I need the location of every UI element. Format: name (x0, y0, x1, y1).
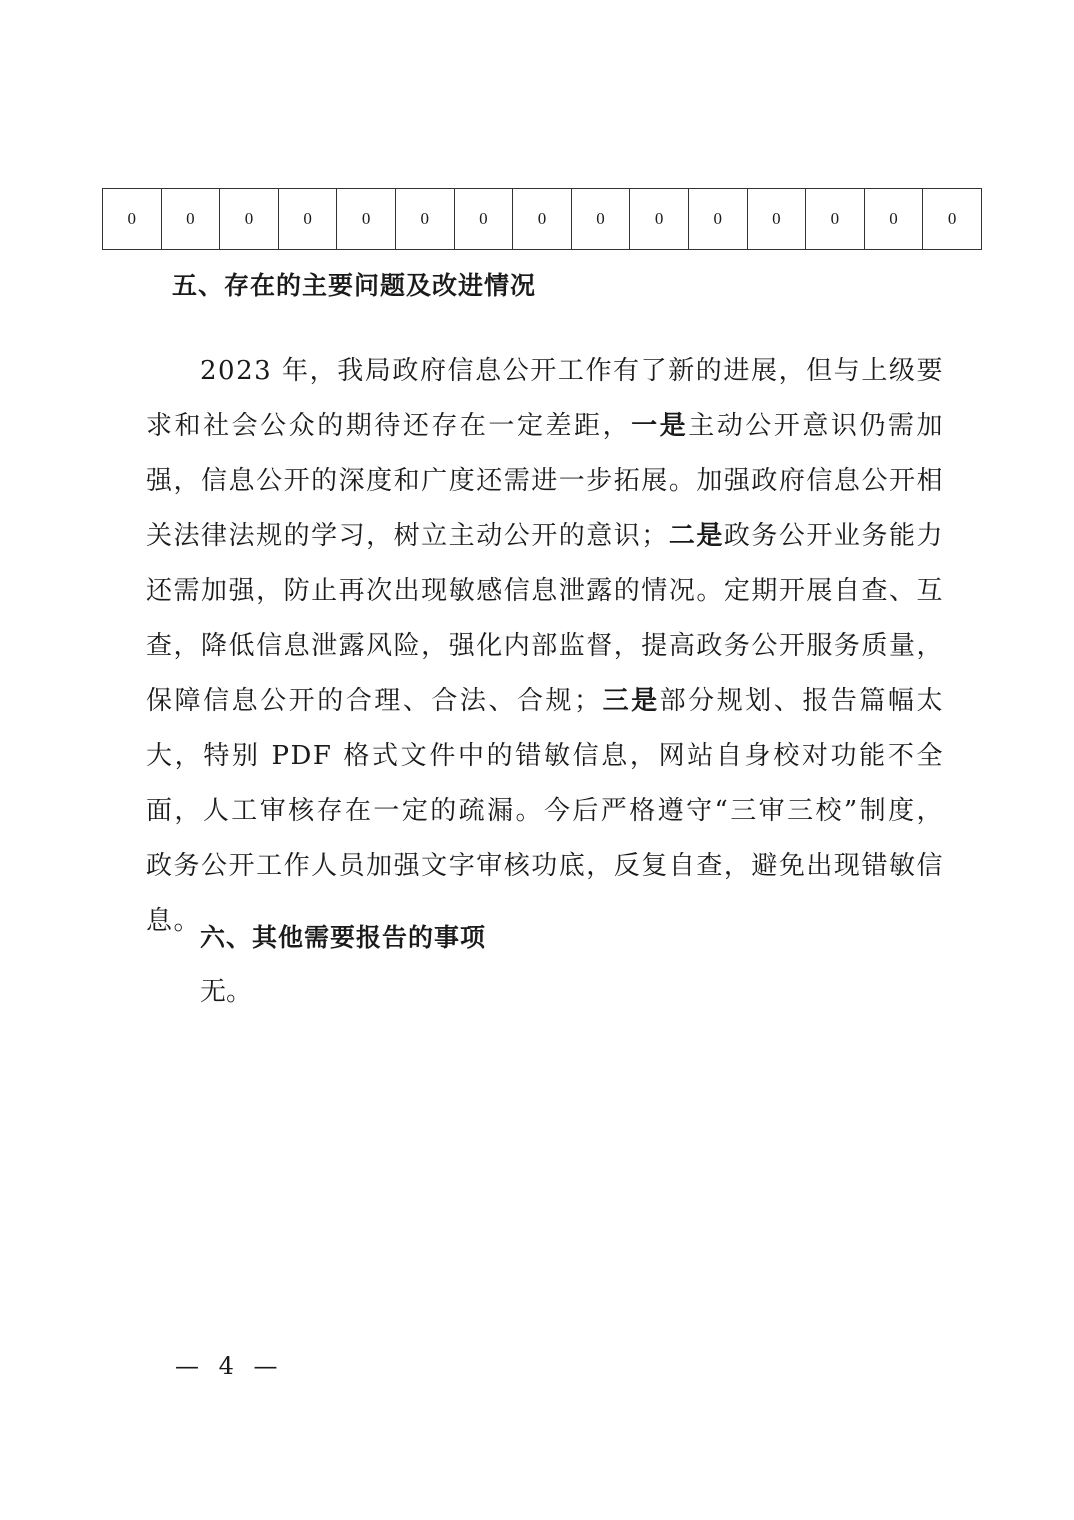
paragraph-text: 部分规划、报告篇幅太大，特别 PDF 格式文件中的错敏信息，网站自身校对功能不全面，人工审核存在一定的疏漏。今后严格遵守“三审三校”制度，政务公开工作人员加强文字审核功底，反复自查，避免出现错敏信息。 (146, 686, 944, 936)
table-cell: 0 (103, 189, 162, 250)
table-cell: 0 (864, 189, 923, 250)
table-cell: 0 (220, 189, 279, 250)
page-number: — 4 — (175, 1352, 284, 1380)
table-cell: 0 (337, 189, 396, 250)
emphasis-second: 二是 (668, 521, 724, 551)
table-cell: 0 (513, 189, 572, 250)
emphasis-first: 一是 (631, 411, 689, 441)
emphasis-third: 三是 (601, 686, 660, 716)
paragraph-text: 主动公开意识仍需加强，信息公开的深度和广度还需进一步拓展。加强政府信息公开相关法律法规的学习，树立主动公开的意识； (146, 411, 944, 551)
table-cell: 0 (923, 189, 982, 250)
section-body-problems (146, 344, 944, 949)
table-cell: 0 (747, 189, 806, 250)
table-cell: 0 (806, 189, 865, 250)
section-body-other-matters: 无。 (200, 977, 253, 1007)
section-heading-other-matters: 六、其他需要报告的事项 (200, 923, 487, 952)
table-cell: 0 (571, 189, 630, 250)
paragraph-text: 政务公开业务能力还需加强，防止再次出现敏感信息泄露的情况。定期开展自查、互查，降低信息泄露风险，强化内部监督，提高政务公开服务质量，保障信息公开的合理、合法、合规； (146, 521, 944, 716)
statistics-table-fragment (102, 188, 982, 250)
table-cell: 0 (688, 189, 747, 250)
table-cell: 0 (454, 189, 513, 250)
table-cell: 0 (278, 189, 337, 250)
paragraph-text: 2023 年，我局政府信息公开工作有了新的进展，但与上级要求和社会公众的期待还存在一定差距， (146, 356, 944, 441)
table-cell: 0 (630, 189, 689, 250)
section-heading-problems: 五、存在的主要问题及改进情况 (172, 271, 537, 300)
statistics-table (102, 188, 982, 250)
table-cell: 0 (161, 189, 220, 250)
table-cell: 0 (395, 189, 454, 250)
table-row (103, 189, 982, 250)
